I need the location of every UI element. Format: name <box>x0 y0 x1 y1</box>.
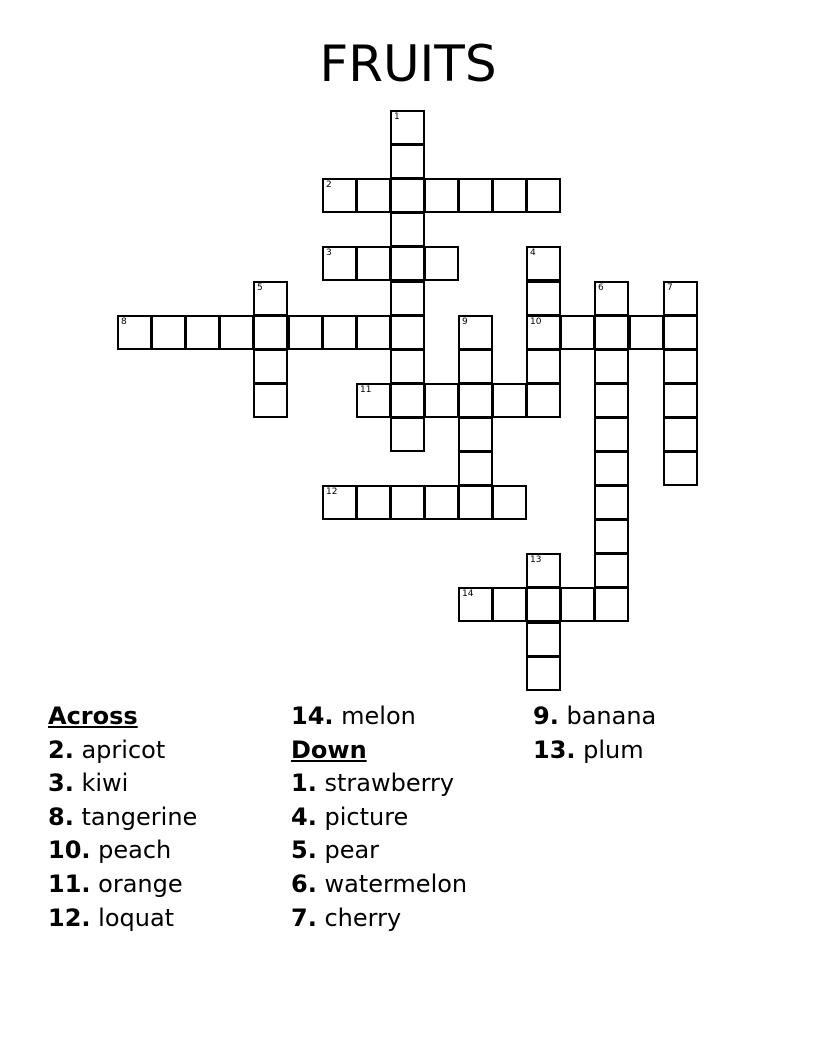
grid-cell[interactable] <box>356 246 391 281</box>
grid-cell[interactable] <box>594 587 629 622</box>
clue-down-13 <box>533 734 656 768</box>
grid-cell[interactable] <box>390 110 425 145</box>
grid-cell[interactable] <box>356 315 391 350</box>
grid-cell[interactable] <box>424 178 459 213</box>
clue-number: 7. <box>291 903 317 932</box>
grid-cell[interactable] <box>663 281 698 316</box>
grid-cell[interactable] <box>322 178 357 213</box>
clue-down-9 <box>533 700 656 734</box>
clue-number: 1. <box>291 769 317 798</box>
grid-cell[interactable] <box>458 349 493 384</box>
grid-cell[interactable] <box>424 485 459 520</box>
grid-cell[interactable] <box>594 451 629 486</box>
grid-cell[interactable] <box>458 485 493 520</box>
clue-number: 14. <box>291 702 334 730</box>
grid-cell[interactable] <box>390 178 425 213</box>
clue-across-14 <box>291 700 467 734</box>
grid-cell[interactable] <box>526 383 561 418</box>
cell-number: 11 <box>360 385 372 395</box>
cell-number: 10 <box>530 317 542 327</box>
grid-cell[interactable] <box>458 315 493 350</box>
grid-cell[interactable] <box>492 485 527 520</box>
cell-number: 7 <box>667 283 673 293</box>
grid-cell[interactable] <box>594 417 629 452</box>
grid-cell[interactable] <box>390 485 425 520</box>
grid-cell[interactable] <box>594 519 629 554</box>
grid-cell[interactable] <box>526 587 561 622</box>
grid-cell[interactable] <box>458 383 493 418</box>
clue-number: 9. <box>533 702 559 730</box>
grid-cell[interactable] <box>424 383 459 418</box>
clue-text: loquat <box>98 903 175 932</box>
clue-across-11 <box>48 868 197 902</box>
grid-cell[interactable] <box>560 587 595 622</box>
grid-cell[interactable] <box>117 315 152 350</box>
clues-column-2 <box>291 700 467 935</box>
grid-cell[interactable] <box>458 178 493 213</box>
cell-number: 1 <box>394 112 400 122</box>
grid-cell[interactable] <box>526 622 561 657</box>
grid-cell[interactable] <box>253 383 288 418</box>
cell-number: 6 <box>598 283 604 293</box>
grid-cell[interactable] <box>594 281 629 316</box>
grid-cell[interactable] <box>219 315 254 350</box>
grid-cell[interactable] <box>356 383 391 418</box>
grid-cell[interactable] <box>526 281 561 316</box>
clue-across-8 <box>48 801 197 835</box>
cell-number: 14 <box>462 589 474 599</box>
grid-cell[interactable] <box>458 451 493 486</box>
clue-number: 11. <box>48 869 91 898</box>
grid-cell[interactable] <box>390 246 425 281</box>
clue-number: 13. <box>533 735 576 764</box>
clue-across-10 <box>48 834 197 868</box>
clue-number: 12. <box>48 903 91 932</box>
grid-cell[interactable] <box>663 315 698 350</box>
grid-cell[interactable] <box>663 451 698 486</box>
clues-column-1 <box>48 700 197 935</box>
clue-number: 4. <box>291 802 317 831</box>
clue-text: banana <box>566 702 657 730</box>
grid-cell[interactable] <box>390 212 425 247</box>
grid-cell[interactable] <box>356 178 391 213</box>
grid-cell[interactable] <box>151 315 186 350</box>
grid-cell[interactable] <box>594 553 629 588</box>
grid-cell[interactable] <box>356 485 391 520</box>
clue-text: peach <box>98 836 172 865</box>
grid-cell[interactable] <box>458 587 493 622</box>
grid-cell[interactable] <box>526 178 561 213</box>
clues-column-3 <box>533 700 656 767</box>
grid-cell[interactable] <box>288 315 323 350</box>
clue-down-6 <box>291 868 467 902</box>
grid-cell[interactable] <box>185 315 220 350</box>
clue-text: plum <box>583 735 644 764</box>
grid-cell[interactable] <box>560 315 595 350</box>
clue-text: pear <box>324 836 380 865</box>
grid-cell[interactable] <box>390 417 425 452</box>
cell-number: 12 <box>326 487 338 497</box>
clue-across-3 <box>48 767 197 801</box>
grid-cell[interactable] <box>253 349 288 384</box>
clue-text: picture <box>324 802 409 831</box>
grid-cell[interactable] <box>253 315 288 350</box>
grid-cell[interactable] <box>458 417 493 452</box>
grid-cell[interactable] <box>322 485 357 520</box>
clue-number: 6. <box>291 869 317 898</box>
grid-cell[interactable] <box>594 383 629 418</box>
clue-text: watermelon <box>324 869 468 898</box>
grid-cell[interactable] <box>390 281 425 316</box>
grid-cell[interactable] <box>322 315 357 350</box>
grid-cell[interactable] <box>492 178 527 213</box>
cell-number: 3 <box>326 248 332 258</box>
clue-number: 8. <box>48 802 74 831</box>
grid-cell[interactable] <box>663 383 698 418</box>
cell-number: 5 <box>257 283 263 293</box>
cell-number: 4 <box>530 248 536 258</box>
clue-text: strawberry <box>324 769 455 798</box>
grid-cell[interactable] <box>390 383 425 418</box>
clue-text: apricot <box>81 735 166 764</box>
puzzle-title: FRUITS <box>319 35 497 93</box>
grid-cell[interactable] <box>663 417 698 452</box>
grid-cell[interactable] <box>594 485 629 520</box>
grid-cell[interactable] <box>424 246 459 281</box>
grid-cell[interactable] <box>390 315 425 350</box>
clue-text: orange <box>98 869 183 898</box>
clue-number: 2. <box>48 735 74 764</box>
down-heading: Down <box>291 735 367 764</box>
grid-cell[interactable] <box>526 553 561 588</box>
clue-number: 3. <box>48 769 74 798</box>
grid-cell[interactable] <box>663 349 698 384</box>
grid-cell[interactable] <box>390 144 425 179</box>
clue-down-4 <box>291 801 467 835</box>
across-heading: Across <box>48 702 138 730</box>
grid-cell[interactable] <box>629 315 664 350</box>
grid-cell[interactable] <box>492 587 527 622</box>
grid-cell[interactable] <box>492 383 527 418</box>
clue-text: cherry <box>324 903 402 932</box>
grid-cell[interactable] <box>322 246 357 281</box>
grid-cell[interactable] <box>594 315 629 350</box>
grid-cell[interactable] <box>390 349 425 384</box>
clue-across-2 <box>48 734 197 768</box>
grid-cell[interactable] <box>526 246 561 281</box>
cell-number: 2 <box>326 180 332 190</box>
grid-cell[interactable] <box>526 315 561 350</box>
clue-text: kiwi <box>81 769 129 798</box>
cell-number: 8 <box>121 317 127 327</box>
clue-number: 10. <box>48 836 91 865</box>
clue-down-7 <box>291 902 467 936</box>
cell-number: 13 <box>530 555 542 565</box>
clue-number: 5. <box>291 836 317 865</box>
grid-cell[interactable] <box>594 349 629 384</box>
grid-cell[interactable] <box>526 656 561 691</box>
clue-across-12 <box>48 902 197 936</box>
clue-down-5 <box>291 834 467 868</box>
grid-cell[interactable] <box>526 349 561 384</box>
clue-text: tangerine <box>81 802 198 831</box>
grid-cell[interactable] <box>253 281 288 316</box>
clue-text: melon <box>341 702 416 730</box>
cell-number: 9 <box>462 317 468 327</box>
clue-down-1 <box>291 767 467 801</box>
